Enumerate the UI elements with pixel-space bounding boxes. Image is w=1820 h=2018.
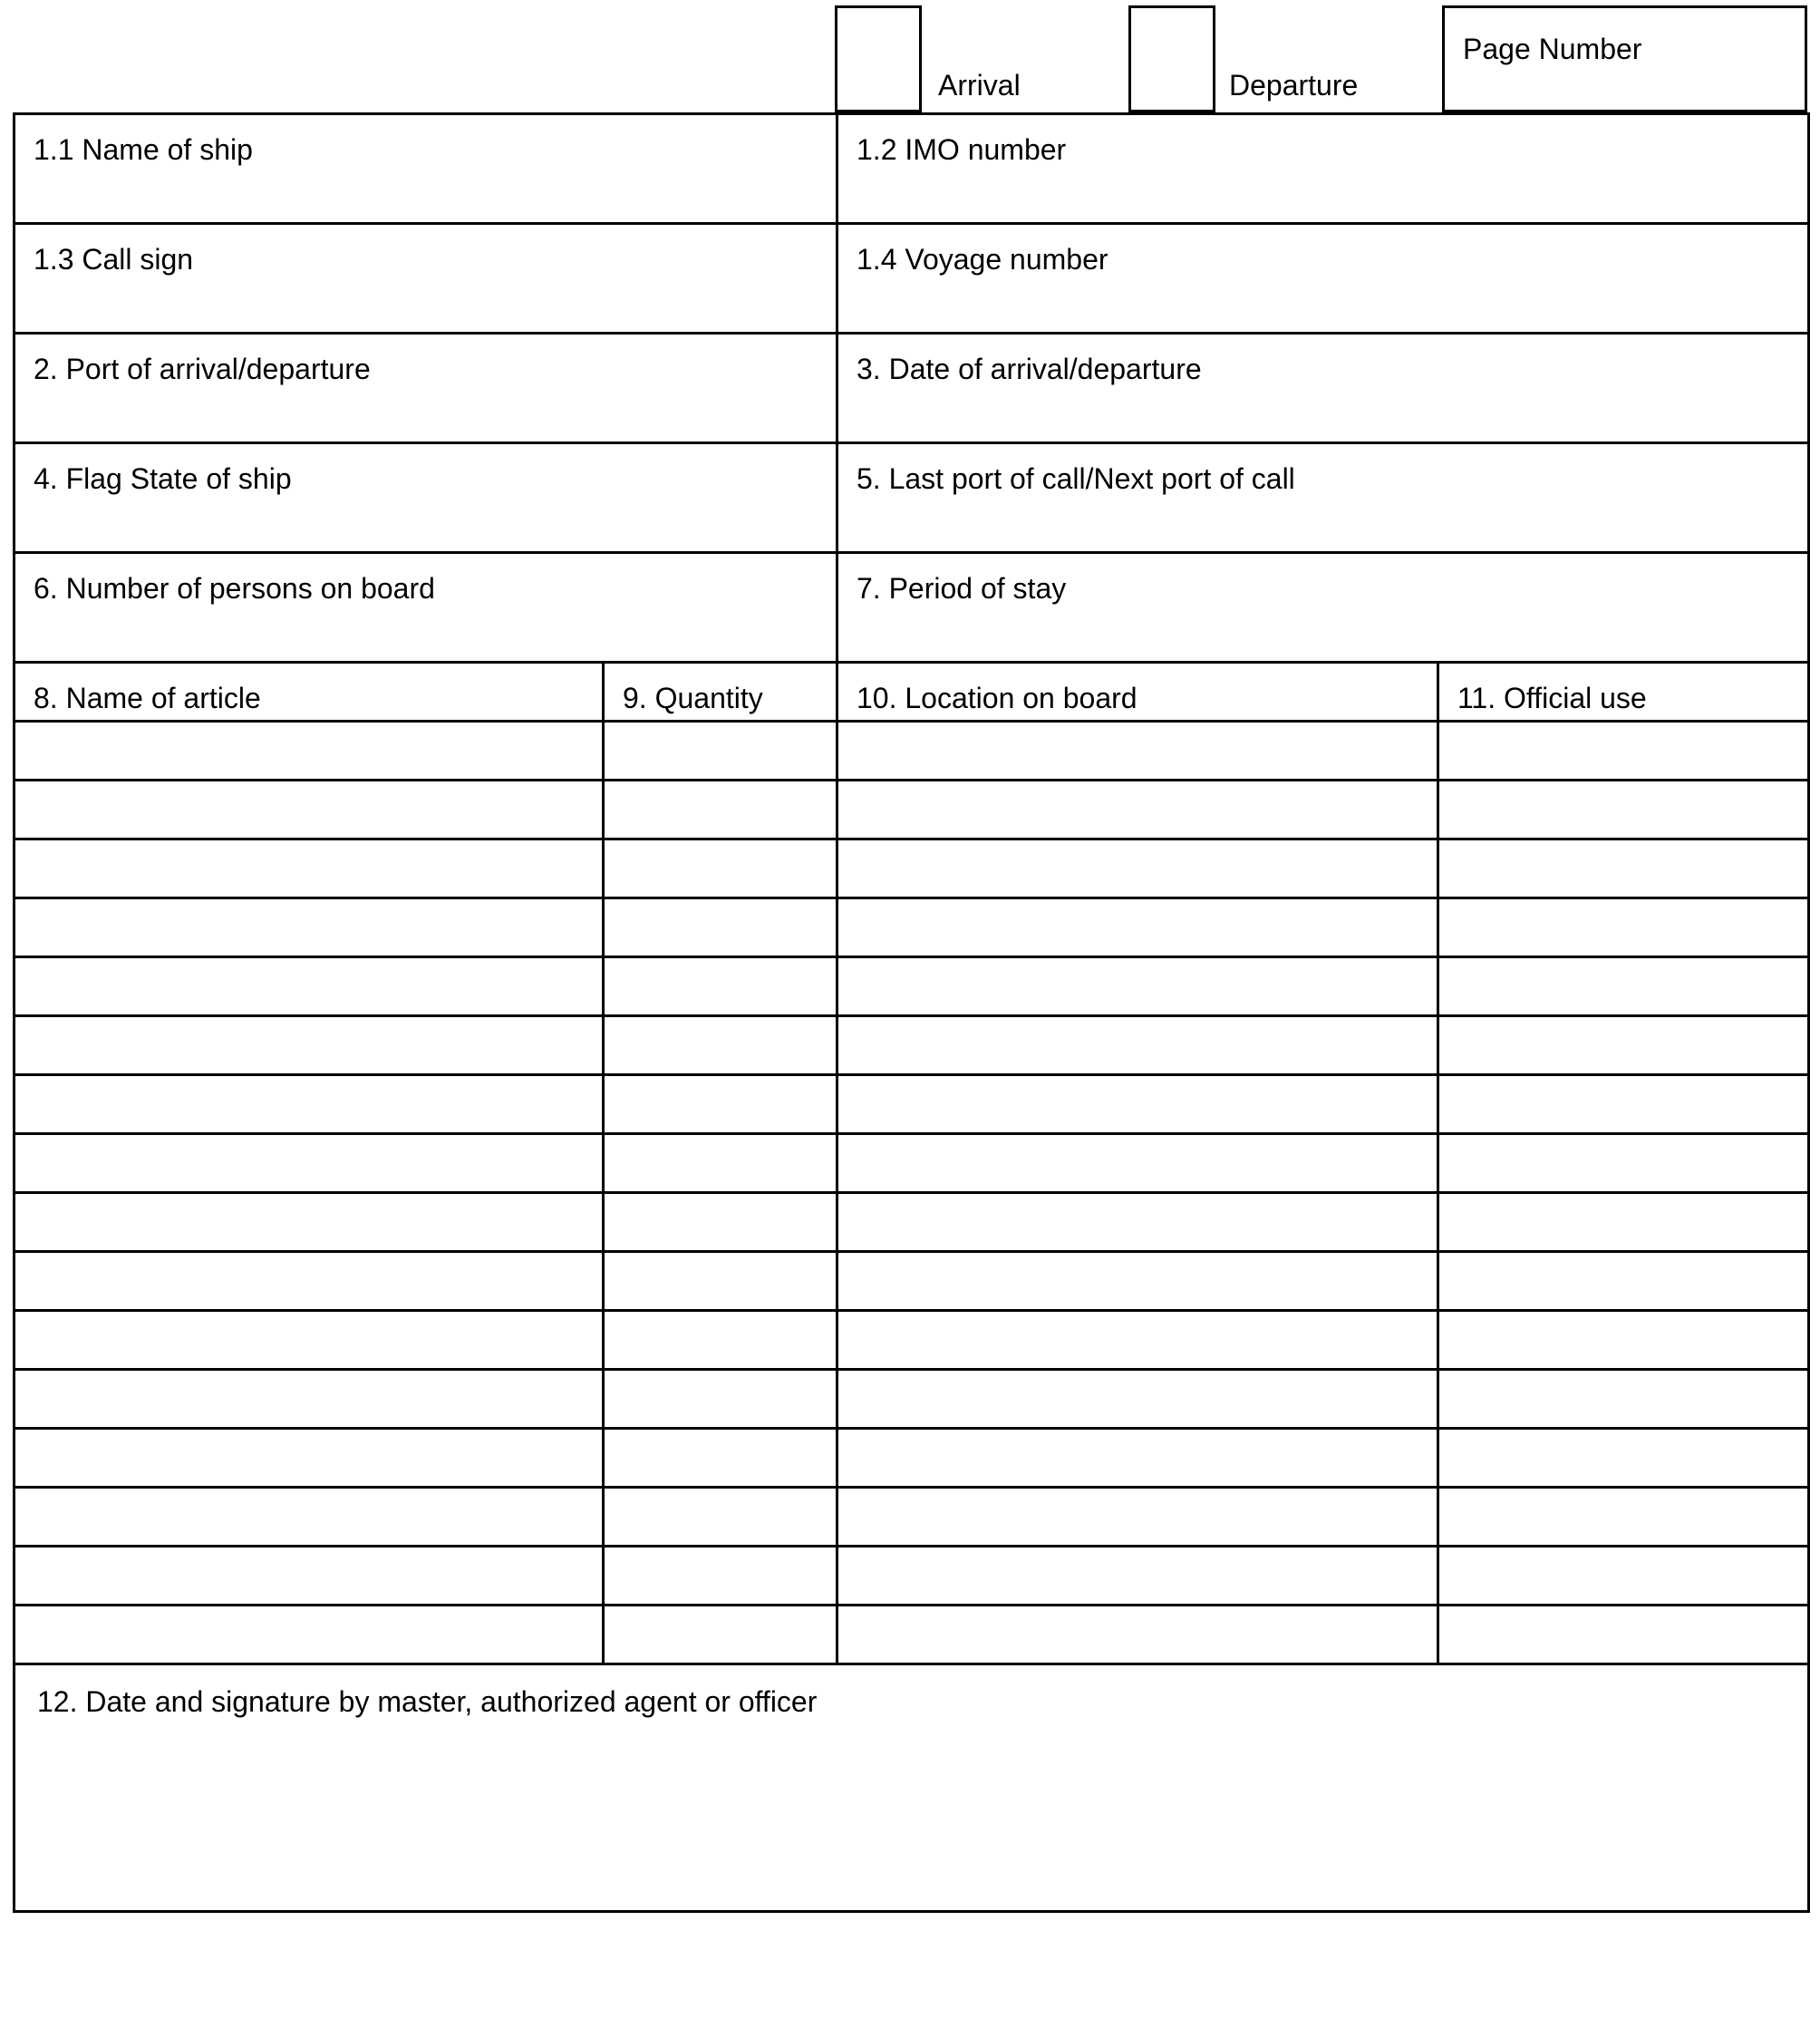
cell-value <box>605 1312 836 1332</box>
field-name-of-ship[interactable] <box>15 114 837 224</box>
cell-value <box>838 1312 1437 1332</box>
field-period-of-stay[interactable] <box>837 553 1809 663</box>
cell-name-of-article[interactable] <box>15 1252 604 1311</box>
cell-location-on-board[interactable] <box>837 1134 1438 1193</box>
cell-location-on-board[interactable] <box>837 1075 1438 1134</box>
field-signature[interactable] <box>15 1664 1809 1912</box>
form-row-callsign-voyage <box>15 224 1809 334</box>
cell-official-use[interactable] <box>1438 1252 1809 1311</box>
cell-name-of-article[interactable] <box>15 1016 604 1075</box>
table-row <box>15 781 1809 839</box>
cell-quantity[interactable] <box>604 1193 837 1252</box>
field-call-sign[interactable] <box>15 224 837 334</box>
cell-quantity[interactable] <box>604 1311 837 1370</box>
cell-location-on-board[interactable] <box>837 839 1438 898</box>
cell-value <box>605 1371 836 1391</box>
cell-location-on-board[interactable] <box>837 1488 1438 1547</box>
cell-value <box>838 1076 1437 1096</box>
cell-value <box>1439 958 1807 978</box>
cell-value <box>838 958 1437 978</box>
cell-quantity[interactable] <box>604 1016 837 1075</box>
cell-value <box>1439 1430 1807 1450</box>
table-row <box>15 1252 1809 1311</box>
cell-quantity[interactable] <box>604 722 837 781</box>
cell-name-of-article[interactable] <box>15 1547 604 1606</box>
cell-value <box>605 899 836 919</box>
column-header-name-of-article-label: 8. Name of article <box>34 682 261 714</box>
table-row <box>15 1606 1809 1664</box>
cell-official-use[interactable] <box>1438 1193 1809 1252</box>
cell-value <box>15 840 602 860</box>
cell-quantity[interactable] <box>604 1488 837 1547</box>
cell-value <box>15 1312 602 1332</box>
table-row <box>15 839 1809 898</box>
cell-official-use[interactable] <box>1438 1547 1809 1606</box>
cell-location-on-board[interactable] <box>837 1606 1438 1664</box>
cell-name-of-article[interactable] <box>15 957 604 1016</box>
cell-value <box>15 723 602 742</box>
cell-location-on-board[interactable] <box>837 1311 1438 1370</box>
cell-value <box>1439 1194 1807 1214</box>
cell-value <box>605 723 836 742</box>
cell-value <box>838 1606 1437 1626</box>
cell-quantity[interactable] <box>604 1547 837 1606</box>
form-table <box>13 112 1810 1913</box>
table-row <box>15 1134 1809 1193</box>
cell-value <box>1439 1135 1807 1155</box>
cell-value <box>15 1489 602 1509</box>
cell-value <box>15 1076 602 1096</box>
field-number-of-persons[interactable] <box>15 553 837 663</box>
cell-value <box>838 1253 1437 1273</box>
cell-value <box>838 1430 1437 1450</box>
cell-official-use[interactable] <box>1438 1016 1809 1075</box>
column-header-quantity-label: 9. Quantity <box>623 682 763 714</box>
field-flag-state-label: 4. Flag State of ship <box>34 462 292 495</box>
cell-location-on-board[interactable] <box>837 1252 1438 1311</box>
cell-value <box>15 1547 602 1567</box>
cell-value <box>1439 1312 1807 1332</box>
cell-value <box>605 1430 836 1450</box>
cell-location-on-board[interactable] <box>837 898 1438 957</box>
cell-value <box>15 1194 602 1214</box>
cell-location-on-board[interactable] <box>837 957 1438 1016</box>
cell-value <box>605 1017 836 1037</box>
cell-value <box>605 840 836 860</box>
field-call-sign-label: 1.3 Call sign <box>34 243 194 276</box>
cell-quantity[interactable] <box>604 1075 837 1134</box>
cell-quantity[interactable] <box>604 898 837 957</box>
cell-quantity[interactable] <box>604 839 837 898</box>
cell-value <box>605 1489 836 1509</box>
field-last-next-port-of-call-label: 5. Last port of call/Next port of call <box>857 462 1295 495</box>
cell-value <box>15 1135 602 1155</box>
page-number-label: Page Number <box>1463 33 1642 65</box>
cell-value <box>838 1017 1437 1037</box>
cell-official-use[interactable] <box>1438 1134 1809 1193</box>
field-date-of-arrival-departure[interactable] <box>837 334 1809 443</box>
table-row <box>15 722 1809 781</box>
cell-name-of-article[interactable] <box>15 1075 604 1134</box>
cell-value <box>605 1253 836 1273</box>
cell-value <box>1439 899 1807 919</box>
cell-value <box>838 1371 1437 1391</box>
cell-official-use[interactable] <box>1438 1488 1809 1547</box>
cell-name-of-article[interactable] <box>15 898 604 957</box>
table-row <box>15 1311 1809 1370</box>
field-last-next-port-of-call[interactable] <box>837 443 1809 553</box>
column-header-location-on-board-label: 10. Location on board <box>857 682 1138 714</box>
cell-name-of-article[interactable] <box>15 1311 604 1370</box>
form-header <box>13 5 1807 112</box>
cell-value <box>838 1547 1437 1567</box>
field-flag-state[interactable] <box>15 443 837 553</box>
cell-value <box>15 1017 602 1037</box>
cell-value <box>1439 1076 1807 1096</box>
column-header-name-of-article <box>15 663 604 722</box>
cell-location-on-board[interactable] <box>837 1193 1438 1252</box>
cell-value <box>15 958 602 978</box>
cell-value <box>15 1430 602 1450</box>
cell-official-use[interactable] <box>1438 839 1809 898</box>
table-row <box>15 1016 1809 1075</box>
field-voyage-number[interactable] <box>837 224 1809 334</box>
field-imo-number[interactable] <box>837 114 1809 224</box>
cell-quantity[interactable] <box>604 1429 837 1488</box>
cell-name-of-article[interactable] <box>15 839 604 898</box>
cell-name-of-article[interactable] <box>15 1429 604 1488</box>
field-imo-number-label: 1.2 IMO number <box>857 133 1067 166</box>
cell-name-of-article[interactable] <box>15 1488 604 1547</box>
cell-quantity[interactable] <box>604 957 837 1016</box>
field-name-of-ship-label: 1.1 Name of ship <box>34 133 253 166</box>
cell-official-use[interactable] <box>1438 781 1809 839</box>
cell-quantity[interactable] <box>604 1134 837 1193</box>
cell-official-use[interactable] <box>1438 722 1809 781</box>
cell-value <box>838 899 1437 919</box>
cell-value <box>838 1194 1437 1214</box>
ships-stores-declaration-form <box>13 5 1807 1913</box>
form-row-flag-lastport <box>15 443 1809 553</box>
cell-name-of-article[interactable] <box>15 722 604 781</box>
cell-official-use[interactable] <box>1438 1370 1809 1429</box>
cell-location-on-board[interactable] <box>837 1370 1438 1429</box>
cell-quantity[interactable] <box>604 1252 837 1311</box>
cell-value <box>605 1606 836 1626</box>
cell-value <box>605 1135 836 1155</box>
cell-name-of-article[interactable] <box>15 1134 604 1193</box>
cell-name-of-article[interactable] <box>15 1370 604 1429</box>
cell-location-on-board[interactable] <box>837 1547 1438 1606</box>
cell-official-use[interactable] <box>1438 1429 1809 1488</box>
cell-value <box>1439 723 1807 742</box>
cell-location-on-board[interactable] <box>837 722 1438 781</box>
cell-value <box>1439 1489 1807 1509</box>
field-port-of-arrival-departure-label: 2. Port of arrival/departure <box>34 353 371 385</box>
cell-value <box>1439 1606 1807 1626</box>
cell-name-of-article[interactable] <box>15 1193 604 1252</box>
table-row <box>15 1193 1809 1252</box>
column-header-location-on-board <box>837 663 1438 722</box>
cell-official-use[interactable] <box>1438 1075 1809 1134</box>
cell-official-use[interactable] <box>1438 1311 1809 1370</box>
cell-value <box>1439 1547 1807 1567</box>
form-row-ship-identity <box>15 114 1809 224</box>
form-row-persons-period <box>15 553 1809 663</box>
field-period-of-stay-label: 7. Period of stay <box>857 572 1067 605</box>
cell-value <box>605 958 836 978</box>
field-date-of-arrival-departure-label: 3. Date of arrival/departure <box>857 353 1202 385</box>
cell-quantity[interactable] <box>604 781 837 839</box>
table-row <box>15 1488 1809 1547</box>
cell-value <box>838 723 1437 742</box>
cell-value <box>15 781 602 801</box>
table-row <box>15 898 1809 957</box>
cell-value <box>15 899 602 919</box>
cell-value <box>15 1253 602 1273</box>
cell-quantity[interactable] <box>604 1606 837 1664</box>
form-row-port-date <box>15 334 1809 443</box>
table-row <box>15 1547 1809 1606</box>
cell-official-use[interactable] <box>1438 957 1809 1016</box>
cell-location-on-board[interactable] <box>837 1016 1438 1075</box>
cell-location-on-board[interactable] <box>837 781 1438 839</box>
field-voyage-number-label: 1.4 Voyage number <box>857 243 1108 276</box>
cell-value <box>605 1547 836 1567</box>
cell-value <box>1439 1017 1807 1037</box>
table-row <box>15 1370 1809 1429</box>
arrival-checkbox[interactable] <box>835 5 922 112</box>
table-row <box>15 957 1809 1016</box>
table-row <box>15 1075 1809 1134</box>
table-header-row <box>15 663 1809 722</box>
cell-value <box>15 1606 602 1626</box>
field-number-of-persons-label: 6. Number of persons on board <box>34 572 435 605</box>
cell-value <box>1439 1253 1807 1273</box>
cell-value <box>838 1489 1437 1509</box>
cell-value <box>838 1135 1437 1155</box>
cell-value <box>1439 840 1807 860</box>
cell-name-of-article[interactable] <box>15 781 604 839</box>
cell-value <box>605 1076 836 1096</box>
departure-checkbox[interactable] <box>1128 5 1215 112</box>
form-row-signature <box>15 1664 1809 1912</box>
cell-value <box>605 781 836 801</box>
column-header-official-use <box>1438 663 1809 722</box>
cell-official-use[interactable] <box>1438 1606 1809 1664</box>
cell-quantity[interactable] <box>604 1370 837 1429</box>
cell-value <box>838 840 1437 860</box>
field-signature-label: 12. Date and signature by master, authorized agent or officer <box>37 1685 818 1718</box>
column-header-official-use-label: 11. Official use <box>1457 682 1647 714</box>
cell-value <box>15 1371 602 1391</box>
cell-name-of-article[interactable] <box>15 1606 604 1664</box>
cell-value <box>605 1194 836 1214</box>
cell-official-use[interactable] <box>1438 898 1809 957</box>
cell-location-on-board[interactable] <box>837 1429 1438 1488</box>
column-header-quantity <box>604 663 837 722</box>
field-port-of-arrival-departure[interactable] <box>15 334 837 443</box>
cell-value <box>1439 1371 1807 1391</box>
cell-value <box>1439 781 1807 801</box>
table-row <box>15 1429 1809 1488</box>
cell-value <box>838 781 1437 801</box>
arrival-label: Arrival <box>938 69 1021 102</box>
departure-label: Departure <box>1229 69 1359 102</box>
